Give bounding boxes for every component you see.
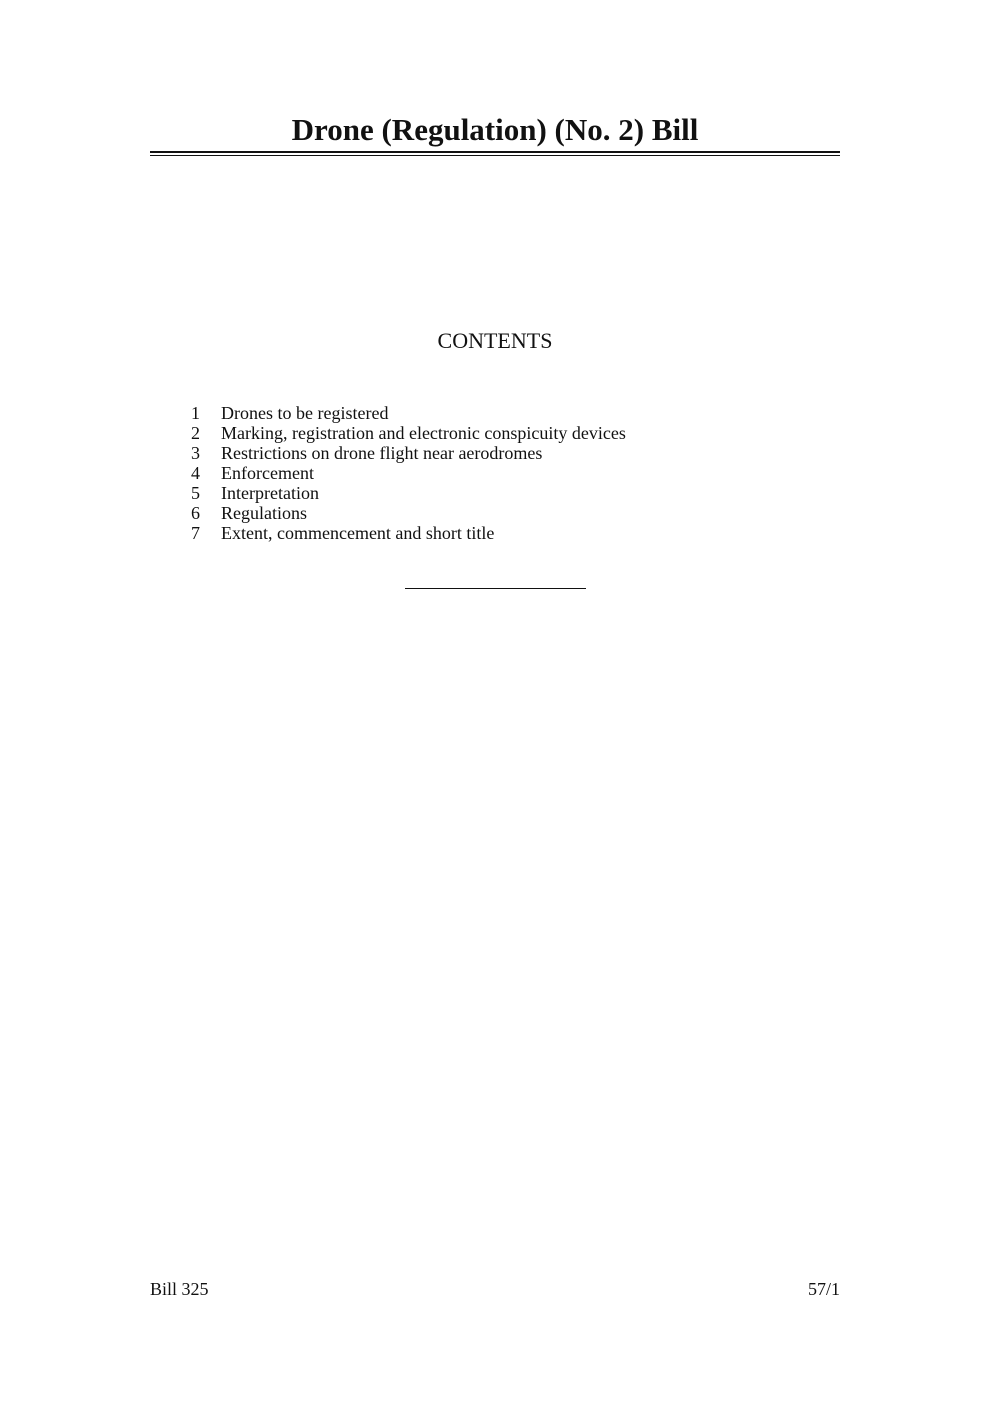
contents-item[interactable] xyxy=(185,503,626,523)
contents-item-number: 3 xyxy=(191,443,200,463)
contents-item[interactable] xyxy=(185,463,626,483)
title-double-rule-bottom xyxy=(150,155,840,156)
contents-item[interactable] xyxy=(185,403,626,423)
contents-item-label: Drones to be registered xyxy=(221,403,389,423)
contents-item-label: Restrictions on drone flight near aerodromes xyxy=(221,443,543,463)
contents-heading: CONTENTS xyxy=(437,328,553,353)
contents-end-rule xyxy=(405,588,586,589)
contents-item-number: 5 xyxy=(191,483,200,503)
contents-item-number: 2 xyxy=(191,423,200,443)
contents-item-number: 1 xyxy=(191,403,200,423)
contents-item[interactable] xyxy=(185,523,626,543)
bill-title: Drone (Regulation) (No. 2) Bill xyxy=(291,112,699,147)
contents-item-label: Interpretation xyxy=(221,483,319,503)
contents-item[interactable] xyxy=(185,483,626,503)
session-reference: 57/1 xyxy=(807,1279,840,1299)
contents-item-label: Extent, commencement and short title xyxy=(221,523,495,543)
contents-list xyxy=(185,403,626,543)
contents-item-label: Regulations xyxy=(221,503,307,523)
contents-item-label: Enforcement xyxy=(221,463,314,483)
contents-item-number: 6 xyxy=(191,503,200,523)
contents-item[interactable] xyxy=(185,423,626,443)
contents-item-number: 7 xyxy=(191,523,200,543)
contents-item-label: Marking, registration and electronic conspicuity devices xyxy=(221,423,626,443)
contents-item[interactable] xyxy=(185,443,626,463)
contents-item-number: 4 xyxy=(191,463,200,483)
bill-number: Bill 325 xyxy=(150,1279,209,1299)
